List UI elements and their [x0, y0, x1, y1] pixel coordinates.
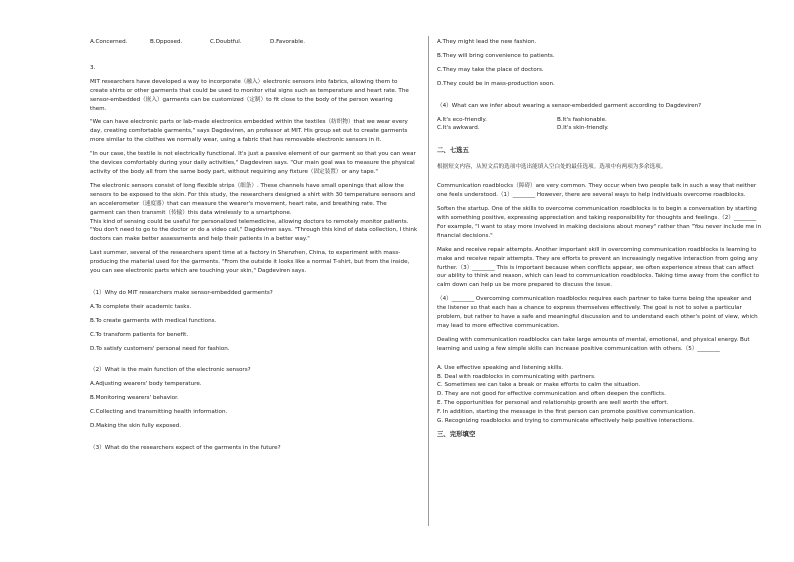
answer-option: C.To transform patients for benefit. — [90, 331, 189, 338]
passage-line: calm down can help us be more prepared to discuss the issue. — [437, 282, 612, 289]
choice-item: G. Recognizing roadblocks and trying to communicate effectively help positive interactions. — [437, 418, 694, 425]
section-2-instruction: 根据短文内容，从短文后的选项中选出能填入空白处的最佳选项。选项中有两项为多余选项。 — [437, 164, 667, 171]
passage-number: 3. — [90, 64, 96, 71]
answer-option: D.To satisfy customers' personal need for fashion. — [90, 345, 230, 352]
question-text: （2）What is the main function of the electronic sensors? — [90, 367, 251, 374]
answer-option: B.To create garments with medical functions. — [90, 317, 217, 324]
question-text: （4）What can we infer about wearing a sensor-embedded garment according to Dagdeviren? — [437, 102, 702, 109]
passage-line: Communication roadblocks（障碍）are very common. They occur when two people talk in such a way that neither — [437, 183, 757, 190]
choice-item: B. Deal with roadblocks in communicating with partners. — [437, 373, 596, 380]
answer-option: A.It's eco-friendly. — [437, 116, 487, 123]
question-3-options — [437, 38, 767, 89]
passage-line: garment can then transmit（传输）this data wirelessly to a smartphone. — [90, 209, 292, 216]
passage-line: "In our case, the textile is not electrically functional. It's just a passive element of our garment so that you can wear — [90, 151, 416, 158]
passage-line: an accelerometer（速度器）that can measure the wearer's movement, heart rate, and breathing rate. The — [90, 200, 387, 207]
passage-line: more similar to the clothes we normally wear, using a fabric that has removable electronic sensors in it. — [90, 137, 382, 144]
passage-line: them. — [90, 105, 107, 112]
choice-list — [437, 364, 767, 426]
passage-line: the devices comfortably during your daily activities," Dagdeviren says. "Our main goal was to measure the physical — [90, 160, 415, 167]
answer-option: C.They may take the place of doctors. — [437, 66, 544, 73]
passage-line: problem, but rather to have a safe and meaningful discussion and to understand each other's point of view, which — [437, 314, 758, 321]
passage-line: further.（3）________ This is important because when conflicts appear, we often experience stress that can affect — [437, 264, 754, 271]
choice-item: E. The opportunities for personal and relationship growth are well worth the effort. — [437, 400, 669, 407]
passage-line: one feels understood.（1）________ However, there are several ways to help individuals overcome roadblocks. — [437, 192, 746, 199]
passage-line: make and receive repair attempts. They are efforts to prevent an increasingly negative interaction from going any — [437, 255, 758, 262]
section-2-title: 二、七选五 — [437, 146, 469, 155]
answer-option: A.Adjusting wearers' body temperature. — [90, 381, 202, 388]
answer-option: B.Monitoring wearers' behavior. — [90, 395, 179, 402]
answer-option: C.Collecting and transmitting health information. — [90, 409, 228, 416]
question-text: （1）Why do MIT researchers make sensor-embedded garments? — [90, 289, 273, 296]
passage-line: producing the material used for the garments. "From the outside it looks like a normal T-shirt, but from the inside, — [90, 259, 410, 266]
passage-line: doctors can make better assessments and help their patients in a better way." — [90, 236, 310, 243]
left-column — [90, 38, 420, 453]
answer-option: D.Making the skin fully exposed. — [90, 423, 182, 430]
passage-line: Dealing with communication roadblocks can take large amounts of mental, emotional, and physical energy. But — [437, 336, 750, 343]
passage-line: sensors to be exposed to the skin. For this study, the researchers designed a shirt with 30 temperature sensors and — [90, 191, 416, 198]
option-d: D.Favorable. — [270, 39, 306, 45]
choice-item: A. Use effective speaking and listening skills. — [437, 364, 564, 371]
passage-line: our ability to think and reason, which can lead to communication roadblocks. Taking time away from the conflict to — [437, 273, 760, 280]
answer-option: A.They might lead the new fashion. — [437, 39, 537, 45]
question-3-text: （3）What do the researchers expect of the garments in the future? — [90, 445, 281, 451]
passage-line: you can see electronic parts which are touching your skin," Dagdeviren says. — [90, 268, 307, 275]
answer-option: B.They will bring convenience to patients. — [437, 52, 555, 59]
passage-line: learning and using a few simple skills can increase positive communication with others.（5）________ — [437, 345, 720, 352]
answer-option: C.It's awkward. — [437, 125, 480, 132]
choice-item: F. In addition, starting the message in the first person can promote positive communication. — [437, 409, 696, 416]
reading-passage — [90, 78, 420, 276]
passage-line: "We can have electronic parts or lab-made electronics embedded within the textiles（纺织物）that we wear every — [90, 119, 408, 126]
passage-line: For example, "I want to stay more involved in making decisions about money" rather than "You never include me in — [437, 223, 762, 230]
answer-option: D.They could be in mass-production soon. — [437, 80, 555, 87]
answer-option: A.To complete their academic tasks. — [90, 303, 192, 310]
question-1 — [90, 289, 420, 354]
column-divider — [428, 36, 429, 526]
passage-line: the listener so that each has a chance to express themselves effectively. The goal is not to solve a particular — [437, 305, 742, 312]
choice-item: C. Sometimes we can take a break or make efforts to calm the situation. — [437, 382, 641, 389]
question-4 — [437, 102, 767, 134]
seven-choose-five-passage — [437, 182, 767, 353]
option-b: B.Opposed. — [150, 39, 183, 45]
prev-question-options — [90, 38, 420, 47]
passage-line: Make and receive repair attempts. Another important skill in overcoming communication roadblocks is learning to — [437, 246, 757, 253]
choice-item: D. They are not good for effective communication and often deepen the conflicts. — [437, 391, 666, 398]
passage-line: This kind of sensing could be useful for personalized telemedicine, allowing doctors to remotely monitor patients. — [90, 218, 409, 225]
answer-option: B.It's fashionable. — [557, 116, 607, 123]
passage-line: create shirts or other garments that could be used to monitor vital signs such as temperature and heart rate. The — [90, 87, 409, 94]
passage-line: sensor-embedded（嵌入）garments can be customized（定制）to fit close to the body of the person wearing — [90, 96, 393, 103]
passage-line: MIT researchers have developed a way to incorporate（融入）electronic sensors into fabrics, allowing them to — [90, 78, 398, 85]
passage-line: activity of the body all from the same body part, without requiring any fixture（固定装置）or any tape." — [90, 168, 378, 175]
passage-line: The electronic sensors consist of long flexible strips（细条）. These channels have small openings that allow the — [90, 182, 404, 189]
right-column — [437, 38, 767, 439]
passage-line: Soften the startup. One of the skills to overcome communication roadblocks is to begin a conversation by starting — [437, 206, 757, 213]
passage-line: day, creating comfortable garments," says Dagdeviren, an professor at MIT. His group set out to create garments — [90, 128, 408, 135]
passage-line: financial decisions." — [437, 232, 493, 239]
passage-line: Last summer, several of the researchers spent time at a factory in Shenzhen, China, to experiment with mass- — [90, 250, 401, 257]
passage-line: "You don't need to go to the doctor or do a video call," Dagdeviren says. "Through this kind of data collection, I think — [90, 227, 418, 234]
passage-line: with something positive, expressing appreciation and taking responsibility for thoughts and feelings.（2）________ — [437, 214, 757, 221]
passage-line: may lead to more effective communication. — [437, 322, 560, 329]
section-3-title: 三、完形填空 — [437, 430, 476, 438]
answer-option: D.It's skin-friendly. — [557, 125, 609, 132]
option-c: C.Doubtful. — [210, 39, 242, 45]
option-a: A.Concerned. — [90, 39, 128, 45]
question-2 — [90, 366, 420, 431]
passage-line: （4）________ Overcoming communication roadblocks requires each partner to take turns being the speaker and — [437, 296, 752, 303]
